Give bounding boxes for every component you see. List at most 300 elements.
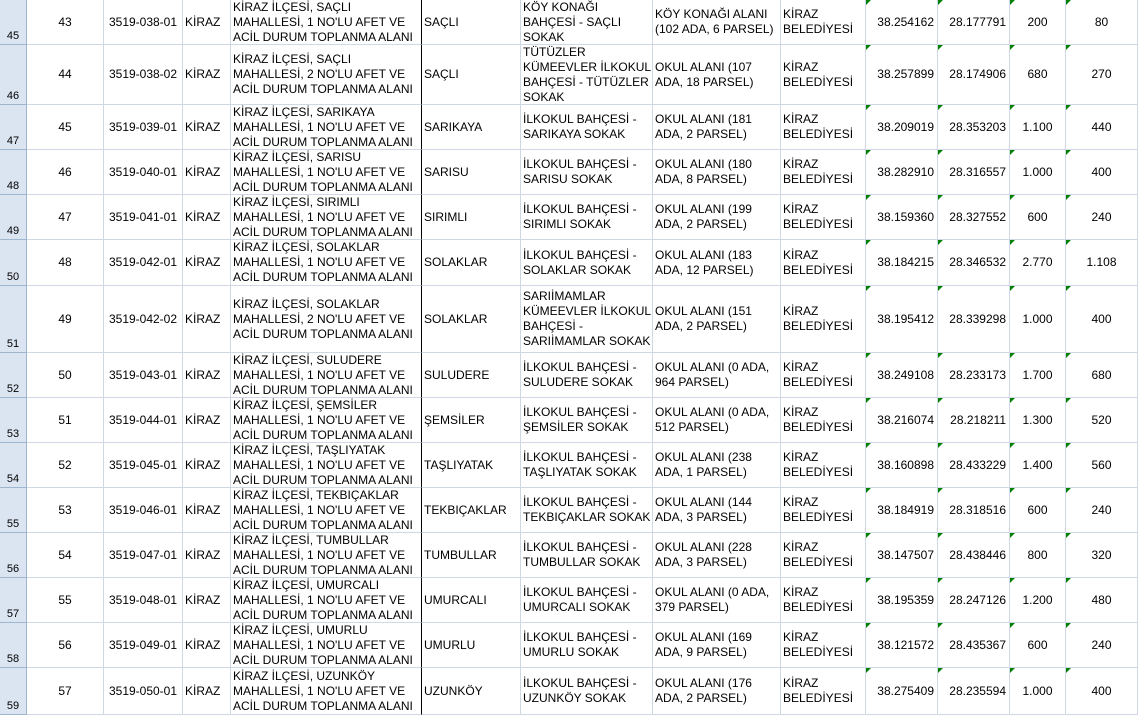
cell-sira-no[interactable] [27,533,104,578]
error-indicator-icon [1066,353,1071,358]
cell-alan-m2-text: 600 [1027,502,1048,517]
cell-ilce[interactable] [183,443,231,488]
cell-mahalle[interactable] [422,398,521,443]
cell-alan-adi[interactable] [231,150,422,195]
error-indicator-icon [1066,668,1071,673]
cell-alan-kodu[interactable] [104,286,183,353]
cell-tapu-bilgisi[interactable] [653,668,781,715]
cell-sira-no[interactable] [27,286,104,353]
cell-ilce-text: KİRAZ [185,502,221,517]
cell-sorumlu-kurum[interactable] [781,45,866,105]
cell-sorumlu-kurum[interactable] [781,443,866,488]
cell-ilce[interactable] [183,0,231,45]
row-header[interactable] [0,668,27,715]
error-indicator-icon [938,150,943,155]
cell-tapu-bilgisi[interactable] [653,286,781,353]
cell-sira-no[interactable] [27,443,104,488]
cell-alan-adi[interactable] [231,105,422,150]
cell-alan-kodu[interactable] [104,150,183,195]
cell-mahalle[interactable] [422,578,521,623]
cell-mahalle[interactable] [422,105,521,150]
cell-mahalle-text: SOLAKLAR [424,311,488,326]
cell-konum[interactable] [521,353,653,398]
table-row [0,623,1138,668]
cell-sorumlu-kurum-text: KİRAZ BELEDİYESİ [783,495,854,524]
cell-enlem[interactable] [866,105,938,150]
cell-konum[interactable] [521,533,653,578]
cell-sorumlu-kurum-text: KİRAZ BELEDİYESİ [783,157,854,186]
cell-mahalle[interactable] [422,353,521,398]
row-header[interactable] [0,353,27,398]
cell-enlem[interactable] [866,533,938,578]
cell-boylam-text: 28.316557 [949,164,1006,179]
cell-kapasite[interactable] [1066,195,1138,240]
error-indicator-icon [938,443,943,448]
error-indicator-icon [866,195,871,200]
row-header[interactable] [0,533,27,578]
cell-sira-no[interactable] [27,353,104,398]
cell-sorumlu-kurum[interactable] [781,105,866,150]
cell-alan-adi[interactable] [231,488,422,533]
cell-ilce[interactable] [183,45,231,105]
cell-alan-kodu[interactable] [104,353,183,398]
cell-konum[interactable] [521,668,653,715]
cell-alan-m2-text: 680 [1027,67,1048,81]
row-header[interactable] [0,45,27,105]
cell-boylam-text: 28.233173 [949,367,1006,382]
cell-alan-m2-text: 1.700 [1022,367,1053,382]
cell-alan-adi[interactable] [231,533,422,578]
cell-boylam-text: 28.346532 [949,255,1006,269]
cell-kapasite[interactable] [1066,353,1138,398]
cell-alan-m2[interactable] [1010,0,1066,45]
row-header[interactable] [0,443,27,488]
cell-boylam[interactable] [938,0,1010,45]
cell-alan-adi[interactable] [231,45,422,105]
cell-kapasite[interactable] [1066,45,1138,105]
cell-alan-kodu[interactable] [104,668,183,715]
cell-alan-kodu-text: 3519-042-01 [108,255,178,269]
row-header[interactable] [0,623,27,668]
cell-konum[interactable] [521,105,653,150]
row-header[interactable] [0,578,27,623]
cell-boylam[interactable] [938,668,1010,715]
cell-tapu-bilgisi[interactable] [653,195,781,240]
cell-tapu-bilgisi-text: OKUL ALANI (238 ADA, 1 PARSEL) [655,450,752,479]
cell-alan-m2[interactable] [1010,668,1066,715]
cell-alan-adi[interactable] [231,668,422,715]
cell-tapu-bilgisi[interactable] [653,398,781,443]
cell-alan-kodu[interactable] [104,45,183,105]
cell-kapasite[interactable] [1066,286,1138,353]
cell-enlem[interactable] [866,0,938,45]
cell-boylam[interactable] [938,488,1010,533]
row-number: 47 [6,135,20,147]
error-indicator-icon [866,286,871,291]
cell-mahalle-text: SARISU [424,164,469,179]
cell-sira-no[interactable] [27,105,104,150]
cell-tapu-bilgisi[interactable] [653,45,781,105]
cell-tapu-bilgisi[interactable] [653,578,781,623]
cell-alan-adi-text: KİRAZ İLÇESİ, UMURLU MAHALLESİ, 1 NO'LU AFET VE ACİL DURUM TOPLANMA ALANI [233,623,413,667]
row-number: 58 [6,653,20,665]
error-indicator-icon [866,105,871,110]
cell-sira-no[interactable] [27,240,104,286]
cell-sira-no[interactable] [27,488,104,533]
error-indicator-icon [866,240,871,245]
table-row [0,286,1138,353]
row-header[interactable] [0,398,27,443]
cell-alan-adi[interactable] [231,623,422,668]
cell-kapasite-text: 270 [1091,67,1112,81]
cell-boylam-text: 28.433229 [949,457,1006,472]
row-number: 53 [6,428,20,440]
cell-boylam[interactable] [938,533,1010,578]
row-number: 50 [6,271,20,283]
cell-sira-no-text: 51 [58,412,72,427]
cell-sorumlu-kurum-text: KİRAZ BELEDİYESİ [783,540,854,569]
cell-alan-kodu[interactable] [104,0,183,45]
cell-sorumlu-kurum[interactable] [781,150,866,195]
cell-alan-m2[interactable] [1010,488,1066,533]
cell-alan-adi-text: KİRAZ İLÇESİ, TEKBIÇAKLAR MAHALLESİ, 1 NO'LU AFET VE ACİL DURUM TOPLANMA ALANI [233,488,413,532]
cell-alan-m2[interactable] [1010,240,1066,286]
cell-boylam[interactable] [938,195,1010,240]
cell-alan-adi[interactable] [231,240,422,286]
cell-alan-adi-text: KİRAZ İLÇESİ, TAŞLIYATAK MAHALLESİ, 1 NO'LU AFET VE ACİL DURUM TOPLANMA ALANI [233,443,413,487]
cell-alan-m2[interactable] [1010,623,1066,668]
cell-ilce[interactable] [183,195,231,240]
cell-konum[interactable] [521,45,653,105]
cell-alan-m2[interactable] [1010,398,1066,443]
cell-boylam-text: 28.438446 [949,547,1006,562]
cell-ilce-text: KİRAZ [185,119,221,134]
cell-tapu-bilgisi[interactable] [653,443,781,488]
cell-enlem[interactable] [866,578,938,623]
cell-enlem-text: 38.249108 [877,367,934,382]
error-indicator-icon [866,150,871,155]
cell-alan-kodu-text: 3519-047-01 [108,547,178,562]
cell-alan-kodu-text: 3519-048-01 [108,592,178,607]
error-indicator-icon [938,240,943,245]
cell-mahalle[interactable] [422,533,521,578]
cell-alan-m2[interactable] [1010,105,1066,150]
cell-enlem[interactable] [866,353,938,398]
cell-ilce-text: KİRAZ [185,67,221,81]
cell-alan-m2[interactable] [1010,353,1066,398]
cell-sorumlu-kurum[interactable] [781,533,866,578]
cell-alan-m2-text: 1.000 [1022,683,1053,698]
row-number: 56 [6,563,20,575]
cell-alan-m2-text: 1.200 [1022,592,1053,607]
cell-sira-no-text: 53 [58,502,72,517]
table-row [0,443,1138,488]
cell-konum[interactable] [521,488,653,533]
cell-alan-adi[interactable] [231,0,422,45]
cell-konum[interactable] [521,398,653,443]
cell-enlem-text: 38.195359 [877,592,934,607]
cell-alan-m2-text: 1.000 [1022,311,1053,326]
cell-mahalle[interactable] [422,195,521,240]
cell-ilce[interactable] [183,240,231,286]
cell-enlem-text: 38.195412 [877,311,934,326]
cell-mahalle[interactable] [422,443,521,488]
cell-alan-m2[interactable] [1010,533,1066,578]
cell-tapu-bilgisi[interactable] [653,623,781,668]
cell-ilce[interactable] [183,668,231,715]
cell-ilce[interactable] [183,488,231,533]
cell-kapasite[interactable] [1066,0,1138,45]
error-indicator-icon [866,443,871,448]
cell-konum[interactable] [521,240,653,286]
cell-tapu-bilgisi[interactable] [653,488,781,533]
cell-tapu-bilgisi-text: OKUL ALANI (169 ADA, 9 PARSEL) [655,630,752,659]
cell-konum[interactable] [521,0,653,45]
cell-kapasite-text: 400 [1091,311,1112,326]
cell-alan-adi[interactable] [231,398,422,443]
cell-konum[interactable] [521,623,653,668]
error-indicator-icon [1066,240,1071,245]
cell-sira-no[interactable] [27,398,104,443]
cell-alan-adi[interactable] [231,286,422,353]
cell-boylam-text: 28.218211 [950,412,1006,427]
cell-alan-kodu[interactable] [104,443,183,488]
cell-kapasite-text: 440 [1091,119,1112,134]
cell-alan-kodu-text: 3519-043-01 [108,367,178,382]
cell-sira-no[interactable] [27,578,104,623]
cell-kapasite-text: 80 [1094,14,1109,29]
cell-sira-no[interactable] [27,0,104,45]
cell-enlem[interactable] [866,668,938,715]
cell-mahalle[interactable] [422,668,521,715]
cell-konum[interactable] [521,150,653,195]
cell-mahalle-text: ŞEMSİLER [424,412,485,427]
cell-tapu-bilgisi[interactable] [653,150,781,195]
cell-enlem[interactable] [866,398,938,443]
cell-mahalle[interactable] [422,488,521,533]
cell-ilce[interactable] [183,105,231,150]
row-header[interactable] [0,0,27,45]
cell-boylam[interactable] [938,105,1010,150]
row-header[interactable] [0,240,27,286]
cell-mahalle[interactable] [422,240,521,286]
cell-mahalle[interactable] [422,150,521,195]
cell-alan-m2-text: 600 [1027,637,1048,652]
cell-sorumlu-kurum-text: KİRAZ BELEDİYESİ [783,360,854,389]
cell-alan-m2[interactable] [1010,45,1066,105]
cell-ilce[interactable] [183,623,231,668]
cell-konum[interactable] [521,286,653,353]
cell-boylam[interactable] [938,623,1010,668]
cell-sorumlu-kurum[interactable] [781,578,866,623]
cell-boylam[interactable] [938,578,1010,623]
cell-sira-no-text: 54 [58,547,72,562]
cell-alan-adi-text: KİRAZ İLÇESİ, SOLAKLAR MAHALLESİ, 2 NO'LU AFET VE ACİL DURUM TOPLANMA ALANI [233,296,413,341]
error-indicator-icon [938,668,943,673]
cell-kapasite[interactable] [1066,533,1138,578]
row-number: 59 [6,700,20,712]
cell-konum[interactable] [521,578,653,623]
cell-kapasite[interactable] [1066,623,1138,668]
cell-konum-text: İLKOKUL BAHÇESİ - TAŞLIYATAK SOKAK [523,450,637,479]
cell-sorumlu-kurum[interactable] [781,398,866,443]
cell-alan-adi[interactable] [231,578,422,623]
cell-ilce[interactable] [183,286,231,353]
cell-sorumlu-kurum[interactable] [781,623,866,668]
cell-alan-adi[interactable] [231,195,422,240]
cell-kapasite[interactable] [1066,398,1138,443]
cell-kapasite[interactable] [1066,150,1138,195]
cell-enlem[interactable] [866,623,938,668]
cell-enlem[interactable] [866,443,938,488]
cell-ilce[interactable] [183,533,231,578]
cell-boylam-text: 28.174906 [949,67,1006,81]
cell-tapu-bilgisi[interactable] [653,533,781,578]
error-indicator-icon [938,398,943,403]
cell-tapu-bilgisi[interactable] [653,353,781,398]
cell-mahalle-text: TEKBIÇAKLAR [424,502,507,517]
cell-kapasite-text: 400 [1091,683,1112,698]
cell-kapasite[interactable] [1066,240,1138,286]
cell-mahalle-text: UMURLU [424,637,476,652]
cell-sorumlu-kurum[interactable] [781,240,866,286]
error-indicator-icon [938,286,943,291]
cell-mahalle[interactable] [422,0,521,45]
cell-sorumlu-kurum[interactable] [781,668,866,715]
cell-alan-m2[interactable] [1010,195,1066,240]
table-row [0,240,1138,286]
cell-alan-kodu[interactable] [104,578,183,623]
cell-boylam[interactable] [938,353,1010,398]
cell-tapu-bilgisi[interactable] [653,105,781,150]
cell-boylam[interactable] [938,150,1010,195]
cell-alan-kodu[interactable] [104,240,183,286]
cell-sorumlu-kurum-text: KİRAZ BELEDİYESİ [783,247,854,277]
cell-sira-no[interactable] [27,45,104,105]
cell-enlem[interactable] [866,240,938,286]
cell-kapasite[interactable] [1066,105,1138,150]
error-indicator-icon [1010,668,1015,673]
cell-konum[interactable] [521,195,653,240]
cell-sorumlu-kurum[interactable] [781,286,866,353]
cell-konum-text: İLKOKUL BAHÇESİ - UMURCALI SOKAK [523,585,637,614]
cell-boylam-text: 28.318516 [949,502,1006,517]
cell-alan-m2-text: 2.770 [1022,255,1053,269]
cell-sorumlu-kurum-text: KİRAZ BELEDİYESİ [783,7,854,36]
cell-tapu-bilgisi[interactable] [653,240,781,286]
row-header[interactable] [0,150,27,195]
cell-mahalle[interactable] [422,623,521,668]
cell-boylam[interactable] [938,240,1010,286]
cell-ilce-text: KİRAZ [185,592,221,607]
cell-ilce-text: KİRAZ [185,311,221,326]
error-indicator-icon [866,578,871,583]
cell-ilce[interactable] [183,150,231,195]
cell-enlem-text: 38.254162 [877,14,934,29]
row-number: 55 [6,518,20,530]
cell-konum-text: İLKOKUL BAHÇESİ - UZUNKÖY SOKAK [523,676,637,705]
cell-ilce[interactable] [183,398,231,443]
cell-konum-text: İLKOKUL BAHÇESİ - ŞEMSİLER SOKAK [523,405,637,434]
cell-alan-kodu[interactable] [104,533,183,578]
cell-alan-m2[interactable] [1010,150,1066,195]
row-header[interactable] [0,105,27,150]
cell-alan-kodu[interactable] [104,623,183,668]
cell-sira-no-text: 44 [58,67,72,81]
cell-mahalle[interactable] [422,45,521,105]
cell-alan-adi[interactable] [231,353,422,398]
cell-alan-kodu-text: 3519-045-01 [108,457,178,472]
cell-enlem[interactable] [866,195,938,240]
error-indicator-icon [1066,105,1071,110]
cell-ilce-text: KİRAZ [185,209,221,224]
row-header[interactable] [0,488,27,533]
cell-konum[interactable] [521,443,653,488]
cell-sira-no-text: 57 [58,683,72,698]
cell-alan-kodu[interactable] [104,488,183,533]
cell-alan-m2[interactable] [1010,578,1066,623]
cell-mahalle-text: SOLAKLAR [424,255,488,269]
cell-kapasite[interactable] [1066,668,1138,715]
cell-ilce[interactable] [183,578,231,623]
cell-sorumlu-kurum[interactable] [781,195,866,240]
cell-sorumlu-kurum[interactable] [781,353,866,398]
cell-boylam[interactable] [938,286,1010,353]
cell-alan-kodu[interactable] [104,195,183,240]
cell-alan-kodu[interactable] [104,398,183,443]
cell-sira-no[interactable] [27,150,104,195]
cell-kapasite[interactable] [1066,488,1138,533]
error-indicator-icon [1010,578,1015,583]
cell-kapasite-text: 320 [1091,547,1112,562]
cell-tapu-bilgisi-text: OKUL ALANI (183 ADA, 12 PARSEL) [655,247,754,277]
cell-ilce[interactable] [183,353,231,398]
cell-kapasite[interactable] [1066,578,1138,623]
cell-alan-adi[interactable] [231,443,422,488]
cell-boylam[interactable] [938,443,1010,488]
cell-enlem[interactable] [866,45,938,105]
cell-sira-no[interactable] [27,195,104,240]
row-header[interactable] [0,195,27,240]
cell-mahalle[interactable] [422,286,521,353]
cell-alan-kodu-text: 3519-042-02 [108,311,178,326]
cell-konum-text: İLKOKUL BAHÇESİ - SIRIMLI SOKAK [523,202,637,231]
cell-boylam[interactable] [938,45,1010,105]
cell-sorumlu-kurum[interactable] [781,488,866,533]
cell-alan-m2-text: 1.300 [1022,412,1053,427]
cell-alan-m2[interactable] [1010,443,1066,488]
cell-alan-adi-text: KİRAZ İLÇESİ, SIRIMLI MAHALLESİ, 1 NO'LU AFET VE ACİL DURUM TOPLANMA ALANI [233,195,413,239]
cell-sorumlu-kurum[interactable] [781,0,866,45]
cell-enlem[interactable] [866,488,938,533]
cell-mahalle-text: UMURCALI [424,592,487,607]
cell-sorumlu-kurum-text: KİRAZ BELEDİYESİ [783,304,854,333]
cell-enlem[interactable] [866,286,938,353]
error-indicator-icon [1066,286,1071,291]
cell-alan-m2[interactable] [1010,286,1066,353]
row-number: 51 [6,338,20,350]
row-header[interactable] [0,286,27,353]
cell-kapasite[interactable] [1066,443,1138,488]
cell-alan-kodu[interactable] [104,105,183,150]
cell-tapu-bilgisi[interactable] [653,0,781,45]
cell-enlem[interactable] [866,150,938,195]
cell-sira-no[interactable] [27,623,104,668]
cell-sorumlu-kurum-text: KİRAZ BELEDİYESİ [783,450,854,479]
cell-sira-no[interactable] [27,668,104,715]
cell-boylam[interactable] [938,398,1010,443]
cell-sorumlu-kurum-text: KİRAZ BELEDİYESİ [783,585,854,614]
